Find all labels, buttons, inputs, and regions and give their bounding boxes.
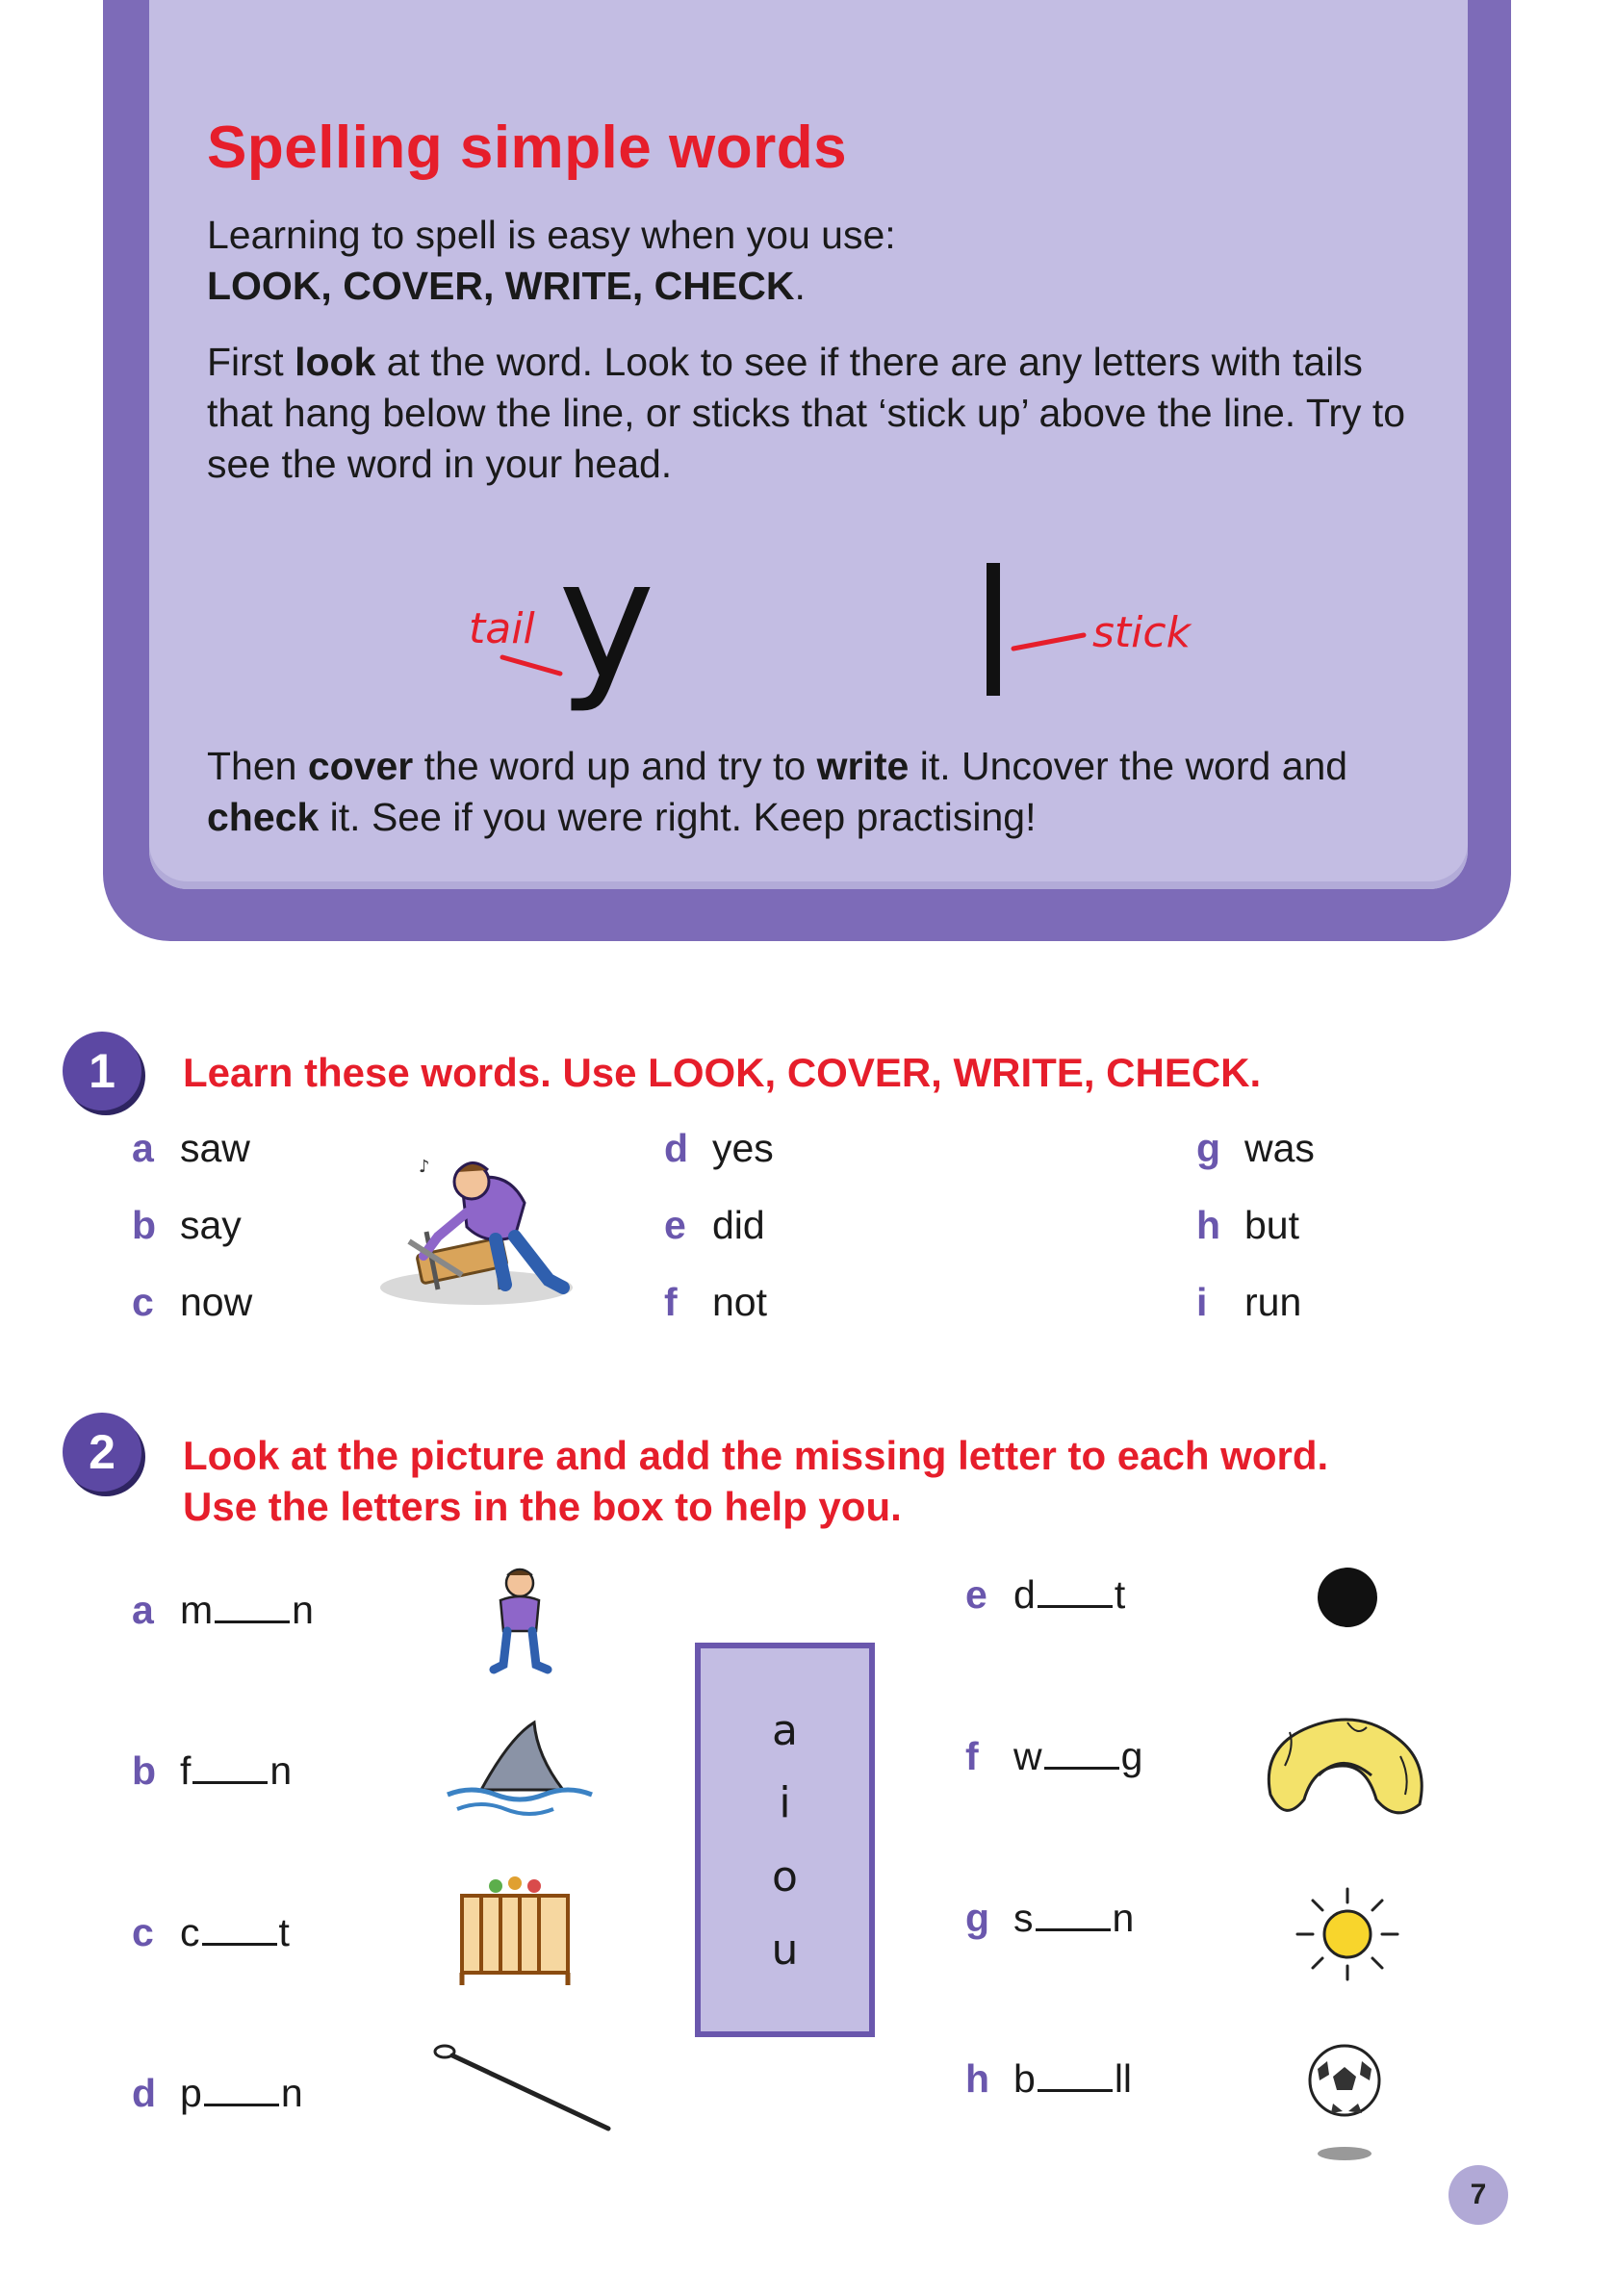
word-item — [664, 1278, 767, 1326]
item-word: saw — [180, 1126, 250, 1170]
p3-cover-bold: cover — [307, 744, 414, 788]
svg-text:♪: ♪ — [419, 1157, 430, 1177]
fill-item — [965, 1732, 1142, 1780]
word-end: ll — [1114, 2056, 1133, 2101]
p3-text-a: Then — [207, 744, 308, 788]
method-steps: LOOK, COVER, WRITE, CHECK — [207, 264, 795, 308]
man-icon — [476, 1564, 563, 1674]
fill-item — [965, 1894, 1134, 1942]
pin-icon — [433, 2040, 616, 2136]
p3-check-bold: check — [207, 795, 320, 839]
word-end: n — [280, 2071, 303, 2115]
word-end: g — [1120, 1734, 1143, 1778]
dot-icon — [1314, 1564, 1381, 1631]
item-letter: b — [132, 1748, 157, 1793]
item-letter: d — [664, 1126, 689, 1170]
missing-letter-blank[interactable] — [1038, 1576, 1113, 1608]
wig-icon — [1251, 1708, 1434, 1833]
missing-letter-blank[interactable] — [1038, 2060, 1113, 2092]
word-start: c — [180, 1910, 200, 1954]
exercise-2-instruction — [183, 1430, 1328, 1532]
box-letter: a — [772, 1706, 798, 1755]
word-start: b — [1013, 2056, 1036, 2101]
word-start: p — [180, 2071, 202, 2115]
intro-paragraph-1 — [207, 210, 896, 312]
item-word: say — [180, 1203, 242, 1247]
word-item — [1196, 1278, 1301, 1326]
instruction-line-2: Use the letters in the box to help you. — [183, 1484, 902, 1529]
fill-item — [132, 1586, 314, 1634]
word-item — [132, 1124, 250, 1172]
stick-example-letter — [987, 563, 1000, 696]
p2-text-a: First — [207, 340, 295, 384]
item-word: run — [1244, 1280, 1302, 1324]
p2-look-bold: look — [295, 340, 376, 384]
p3-text-c: it. Uncover the word and — [909, 744, 1348, 788]
page-title: Spelling simple words — [207, 115, 848, 181]
word-end: t — [278, 1910, 290, 1954]
fill-item — [132, 1908, 290, 1956]
word-item — [664, 1124, 774, 1172]
missing-letter-blank[interactable] — [1036, 1900, 1111, 1931]
tail-label: tail — [469, 604, 535, 653]
intro-period: . — [794, 264, 806, 308]
word-item — [1196, 1124, 1315, 1172]
tail-example-letter: y — [558, 525, 655, 716]
word-start: f — [180, 1748, 192, 1793]
word-item — [132, 1201, 242, 1249]
item-letter: c — [132, 1910, 154, 1954]
exercise-2-badge: 2 — [63, 1413, 141, 1492]
item-letter: g — [1196, 1126, 1221, 1170]
missing-letter-blank[interactable] — [1044, 1738, 1119, 1770]
item-word: but — [1244, 1203, 1299, 1247]
word-end: n — [292, 1588, 314, 1632]
word-end: t — [1114, 1572, 1126, 1617]
word-start: s — [1013, 1896, 1034, 1940]
item-letter: f — [664, 1280, 678, 1324]
word-start: w — [1013, 1734, 1042, 1778]
intro-paragraph-3 — [207, 741, 1439, 843]
p2-text-b: at the word. Look to see if there are any letters with tails that hang below the line, or sticks that ‘stick up’ above the line. Try to see the word in your head. — [207, 340, 1406, 486]
item-word: now — [180, 1280, 253, 1324]
item-letter: e — [664, 1203, 686, 1247]
p3-text-b: the word up and try to — [413, 744, 817, 788]
box-letter: i — [779, 1778, 791, 1827]
fill-item — [965, 1570, 1125, 1619]
intro-paragraph-2 — [207, 337, 1439, 490]
item-word: yes — [712, 1126, 774, 1170]
box-letter: o — [772, 1852, 798, 1901]
item-letter: e — [965, 1572, 987, 1617]
word-start: d — [1013, 1572, 1036, 1617]
exercise-1-badge: 1 — [63, 1032, 141, 1110]
item-letter: h — [965, 2056, 990, 2101]
word-end: n — [269, 1748, 293, 1793]
man-sawing-icon — [371, 1145, 587, 1309]
shark-fin-icon — [443, 1718, 597, 1824]
item-letter: c — [132, 1280, 154, 1324]
intro-line-1: Learning to spell is easy when you use: — [207, 213, 896, 257]
word-item — [132, 1278, 252, 1326]
p3-write-bold: write — [816, 744, 910, 788]
stick-pointer-line — [1011, 627, 1088, 656]
stick-label: stick — [1092, 608, 1192, 657]
word-item — [1196, 1201, 1299, 1249]
fill-item — [132, 1747, 292, 1795]
box-letter: u — [771, 1926, 799, 1975]
item-letter: b — [132, 1203, 157, 1247]
item-word: did — [712, 1203, 765, 1247]
item-letter: f — [965, 1734, 979, 1778]
letter-hint-box — [695, 1643, 875, 2037]
item-letter: i — [1196, 1280, 1208, 1324]
fill-item — [132, 2069, 303, 2117]
exercise-1-instruction: Learn these words. Use LOOK, COVER, WRITE, CHECK. — [183, 1050, 1262, 1095]
fill-item — [965, 2054, 1132, 2103]
missing-letter-blank[interactable] — [192, 1752, 268, 1784]
item-letter: h — [1196, 1203, 1221, 1247]
word-item — [664, 1201, 765, 1249]
missing-letter-blank[interactable] — [204, 2075, 279, 2106]
item-word: not — [712, 1280, 767, 1324]
missing-letter-blank[interactable] — [215, 1592, 290, 1623]
item-word: was — [1244, 1126, 1315, 1170]
page-number: 7 — [1448, 2165, 1508, 2225]
item-letter: a — [132, 1126, 154, 1170]
sun-icon — [1290, 1881, 1405, 1987]
missing-letter-blank[interactable] — [202, 1914, 277, 1946]
p3-text-d: it. See if you were right. Keep practising! — [319, 795, 1037, 839]
item-letter: a — [132, 1588, 154, 1632]
ball-icon — [1304, 2040, 1386, 2165]
item-letter: d — [132, 2071, 157, 2115]
word-end: n — [1112, 1896, 1135, 1940]
word-start: m — [180, 1588, 214, 1632]
cot-icon — [452, 1872, 577, 1987]
instruction-line-1: Look at the picture and add the missing letter to each word. — [183, 1433, 1329, 1478]
item-letter: g — [965, 1896, 990, 1940]
